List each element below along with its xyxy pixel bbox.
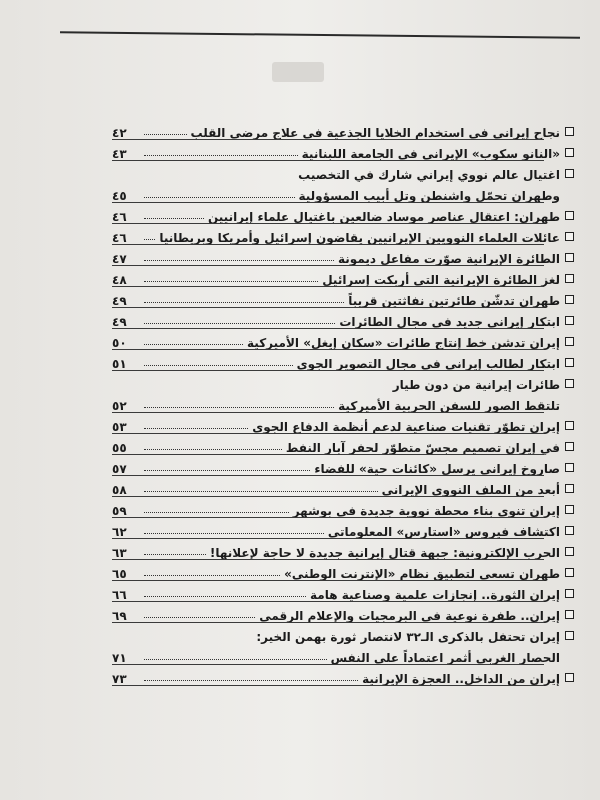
page-number: ٤٧ <box>112 252 127 266</box>
dot-leader <box>144 407 334 408</box>
page-number: ٤٩ <box>112 294 127 308</box>
dot-leader <box>144 617 255 618</box>
page-number: ٧١ <box>112 651 127 665</box>
toc-title: صاروخ إيراني يرسل «كائنات حية» للفضاء <box>314 462 560 476</box>
toc-line <box>112 349 574 370</box>
dot-leader <box>144 155 298 156</box>
dot-leader <box>144 365 293 366</box>
toc-title: إيران تطوّر تقنيات صناعية لدعم أنظمة الدفاع الجوي <box>252 420 560 434</box>
checkbox-icon <box>565 232 574 241</box>
toc-line <box>112 244 574 265</box>
page-number: ٤٩ <box>112 315 127 329</box>
dot-leader <box>144 281 318 282</box>
checkbox-icon <box>565 421 574 430</box>
page-number: ٥٢ <box>112 399 127 413</box>
toc-entry <box>112 286 574 307</box>
checkbox-icon <box>565 379 574 388</box>
checkbox-icon <box>565 253 574 262</box>
toc-entry <box>112 370 574 412</box>
checkbox-icon <box>565 568 574 577</box>
toc-entry <box>112 601 574 622</box>
page-number: ٤٢ <box>112 126 127 140</box>
checkbox-icon <box>565 169 574 178</box>
toc-line <box>112 139 574 160</box>
toc-entry <box>112 664 574 685</box>
toc-line <box>112 391 574 412</box>
dot-leader <box>144 428 248 429</box>
toc-entry <box>112 517 574 538</box>
page-number: ٦٩ <box>112 609 127 623</box>
checkbox-icon <box>565 463 574 472</box>
toc-line <box>112 433 574 454</box>
toc-title: «النانو سكوب» الإيراني في الجامعة اللبنانية <box>301 147 560 161</box>
page-number: ٤٨ <box>112 273 127 287</box>
dot-leader <box>144 554 206 555</box>
toc-title: الحرب الإلكترونية: جبهة قتال إيرانية جديدة لا حاجة لإعلانها! <box>209 546 560 560</box>
dot-leader <box>144 659 327 660</box>
page-number: ٤٦ <box>112 231 127 245</box>
dot-leader <box>144 533 324 534</box>
page-number: ٥٣ <box>112 420 127 434</box>
toc-line <box>112 454 574 475</box>
toc-title: في إيران تصميم مجسّ متطوّر لحفر آبار النفط <box>285 441 560 455</box>
toc-entry <box>112 412 574 433</box>
toc-line <box>112 496 574 517</box>
toc-line <box>112 307 574 328</box>
dot-leader <box>144 218 204 219</box>
toc-line <box>112 559 574 580</box>
toc-entry <box>112 118 574 139</box>
toc-entry <box>112 160 574 202</box>
toc-title: الحصار الغربي أثمر اعتماداً على النفس <box>330 651 560 665</box>
dot-leader <box>144 680 358 681</box>
dot-leader <box>144 197 295 198</box>
toc-title: إيران.. طفرة نوعية في البرمجيات والإعلام الرقمي <box>259 609 560 623</box>
page-number: ٥٥ <box>112 441 127 455</box>
toc-line <box>112 475 574 496</box>
toc-line <box>112 265 574 286</box>
toc-title: طهران تدشّن طائرتين نفاثتين قريباً <box>348 294 560 308</box>
dot-leader <box>144 596 306 597</box>
checkbox-icon <box>565 631 574 640</box>
dot-leader <box>144 134 187 135</box>
toc-line <box>112 160 574 181</box>
indent-spacer <box>565 652 574 661</box>
toc-title: طهران: اعتقال عناصر موساد ضالعين باغتيال علماء إيرانيين <box>207 210 560 224</box>
toc-line <box>112 286 574 307</box>
checkbox-icon <box>565 358 574 367</box>
toc-title: اغتيال عالم نووي إيراني شارك في التخصيب <box>298 168 560 182</box>
toc-entry <box>112 307 574 328</box>
checkbox-icon <box>565 274 574 283</box>
dot-leader <box>144 239 155 240</box>
checkbox-icon <box>565 484 574 493</box>
toc-title: اكتشاف فيروس «استارس» المعلوماتي <box>327 525 560 539</box>
page-number: ٥٨ <box>112 483 127 497</box>
dot-leader <box>144 323 335 324</box>
checkbox-icon <box>565 589 574 598</box>
dot-leader <box>144 575 280 576</box>
dot-leader <box>144 491 378 492</box>
checkbox-icon <box>565 526 574 535</box>
checkbox-icon <box>565 211 574 220</box>
toc-title: ابتكار لطالب إيراني في مجال التصوير الجوي <box>296 357 560 371</box>
page-number: ٧٣ <box>112 672 127 686</box>
header-rule <box>60 31 580 38</box>
checkbox-icon <box>565 127 574 136</box>
checkbox-icon <box>565 610 574 619</box>
toc-title: طائرات إيرانية من دون طيار <box>392 378 560 392</box>
page-number: ٦٣ <box>112 546 127 560</box>
entry-underline <box>112 685 544 686</box>
toc-title: إيران تحتفل بالذكرى الـ٣٢ لانتصار ثورة بهمن الخير: <box>256 630 560 644</box>
toc-line <box>112 601 574 622</box>
toc-entry <box>112 454 574 475</box>
page-number: ٦٢ <box>112 525 127 539</box>
toc-entry <box>112 223 574 244</box>
toc-entry <box>112 328 574 349</box>
table-of-contents <box>112 118 574 768</box>
toc-line <box>112 580 574 601</box>
toc-entry <box>112 559 574 580</box>
toc-line <box>112 664 574 685</box>
dot-leader <box>144 512 289 513</box>
toc-line <box>112 118 574 139</box>
toc-title: إيران من الداخل.. العجزة الإيرانية <box>362 672 560 686</box>
page-number: ٥٠ <box>112 336 127 350</box>
toc-title: نجاح إيراني في استخدام الخلايا الجذعية في علاج مرضى القلب <box>190 126 560 140</box>
toc-line <box>112 202 574 223</box>
checkbox-icon <box>565 442 574 451</box>
toc-title: طهران تسعى لتطبيق نظام «الإنترنت الوطني» <box>284 567 560 581</box>
checkbox-icon <box>565 505 574 514</box>
toc-line <box>112 538 574 559</box>
toc-title: إيران الثورة.. إنجازات علمية وصناعية هامة <box>309 588 560 602</box>
page-number: ٥١ <box>112 357 127 371</box>
toc-line <box>112 643 574 664</box>
toc-line <box>112 181 574 202</box>
checkbox-icon <box>565 295 574 304</box>
toc-title: تلتقط الصور للسفن الحربية الأميركية <box>338 399 560 413</box>
checkbox-icon <box>565 337 574 346</box>
page-number: ٤٥ <box>112 189 127 203</box>
toc-title: عائلات العلماء النوويين الإيرانيين يقاضون إسرائيل وأمريكا وبريطانيا <box>159 231 560 245</box>
toc-line <box>112 622 574 643</box>
toc-line <box>112 412 574 433</box>
toc-entry <box>112 538 574 559</box>
page-number: ٦٦ <box>112 588 127 602</box>
toc-entry <box>112 496 574 517</box>
dot-leader <box>144 449 282 450</box>
checkbox-icon <box>565 316 574 325</box>
page-number: ٤٣ <box>112 147 127 161</box>
toc-title: الطائرة الإيرانية صوّرت مفاعل ديمونة <box>338 252 560 266</box>
toc-line <box>112 517 574 538</box>
toc-entry <box>112 580 574 601</box>
toc-entry <box>112 202 574 223</box>
toc-line <box>112 328 574 349</box>
page-number: ٤٦ <box>112 210 127 224</box>
toc-line <box>112 370 574 391</box>
toc-entry <box>112 139 574 160</box>
toc-entry <box>112 265 574 286</box>
toc-entry <box>112 244 574 265</box>
toc-line <box>112 223 574 244</box>
header-badge <box>272 62 324 82</box>
toc-entry <box>112 622 574 664</box>
toc-title: إيران تدشن خط إنتاج طائرات «سكان إيغل» الأميركية <box>247 336 560 350</box>
dot-leader <box>144 302 344 303</box>
toc-entry <box>112 349 574 370</box>
toc-entry <box>112 475 574 496</box>
dot-leader <box>144 470 310 471</box>
checkbox-icon <box>565 148 574 157</box>
checkbox-icon <box>565 673 574 682</box>
toc-title: ابتكار إيراني جديد في مجال الطائرات <box>339 315 560 329</box>
toc-entry <box>112 433 574 454</box>
page-number: ٦٥ <box>112 567 127 581</box>
dot-leader <box>144 344 243 345</box>
toc-title: أبعد من الملف النووي الإيراني <box>381 483 560 497</box>
page-number: ٥٧ <box>112 462 127 476</box>
dot-leader <box>144 260 334 261</box>
toc-title: لغز الطائرة الإيرانية التي أربكت إسرائيل <box>322 273 560 287</box>
indent-spacer <box>565 190 574 199</box>
toc-title: وطهران تحمّل واشنطن وتل أبيب المسؤولية <box>298 189 560 203</box>
toc-title: إيران تنوي بناء محطة نووية جديدة في بوشهر <box>292 504 560 518</box>
indent-spacer <box>565 400 574 409</box>
checkbox-icon <box>565 547 574 556</box>
page-number: ٥٩ <box>112 504 127 518</box>
